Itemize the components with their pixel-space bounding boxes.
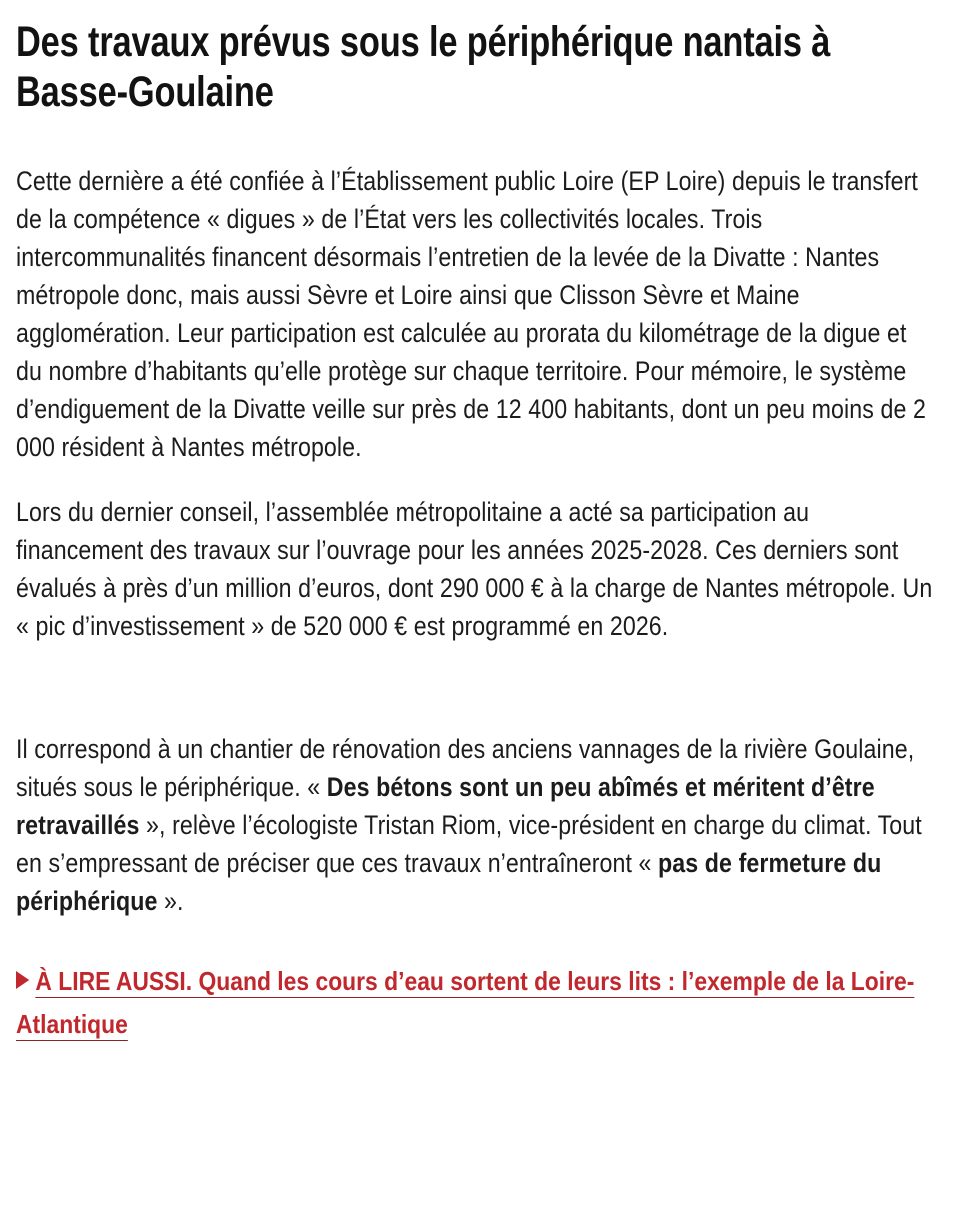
page-title: Des travaux prévus sous le périphérique nantais à Basse-Goulaine <box>16 18 831 116</box>
paragraph-1: Cette dernière a été confiée à l’Établissement public Loire (EP Loire) depuis le transfert de la compétence « digues » de l’État vers les collectivités locales. Trois intercommunalités financent désormais l’entretien de la levée de la Divatte : Nantes métropole donc, mais aussi Sèvre et Loire ainsi que Clisson Sèvre et Maine agglomération. Leur participation est calculée au prorata du kilométrage de la digue et du nombre d’habitants qu’elle protège sur chaque territoire. Pour mémoire, le système d’endiguement de la Divatte veille sur près de 12 400 habitants, dont un peu moins de 2 000 résident à Nantes métropole. <box>16 165 926 462</box>
quoted-phrase: Des bétons sont un peu abîmés et méritent d’être retravaillés <box>16 771 875 840</box>
read-also-block <box>16 960 939 1046</box>
paragraph-spacer <box>16 672 939 730</box>
article-body <box>16 162 939 920</box>
read-also-inner <box>16 960 939 1046</box>
read-also-link[interactable] <box>16 960 939 1046</box>
triangle-right-icon <box>16 971 29 989</box>
read-also-label: À LIRE AUSSI. Quand les cours d’eau sortent de leurs lits : l’exemple de la Loire-Atlantique <box>16 965 915 1039</box>
paragraph-2: Lors du dernier conseil, l’assemblée métropolitaine a acté sa participation au financement des travaux sur l’ouvrage pour les années 2025-2028. Ces derniers sont évalués à près d’un million d’euros, dont 290 000 € à la charge de Nantes métropole. Un « pic d’investissement » de 520 000 € est programmé en 2026. <box>16 496 933 641</box>
paragraph-3: Il correspond à un chantier de rénovation des anciens vannages de la rivière Goulaine, situés sous le périphérique. « Des bétons sont un peu abîmés et méritent d’être retravaillés », relève l’écologiste Tristan Riom, vice-président en charge du climat. Tout en s’empressant de préciser que ces travaux n’entraîneront « pas de fermeture du périphérique ». <box>16 733 922 916</box>
quoted-phrase: pas de fermeture du périphérique <box>16 847 882 916</box>
